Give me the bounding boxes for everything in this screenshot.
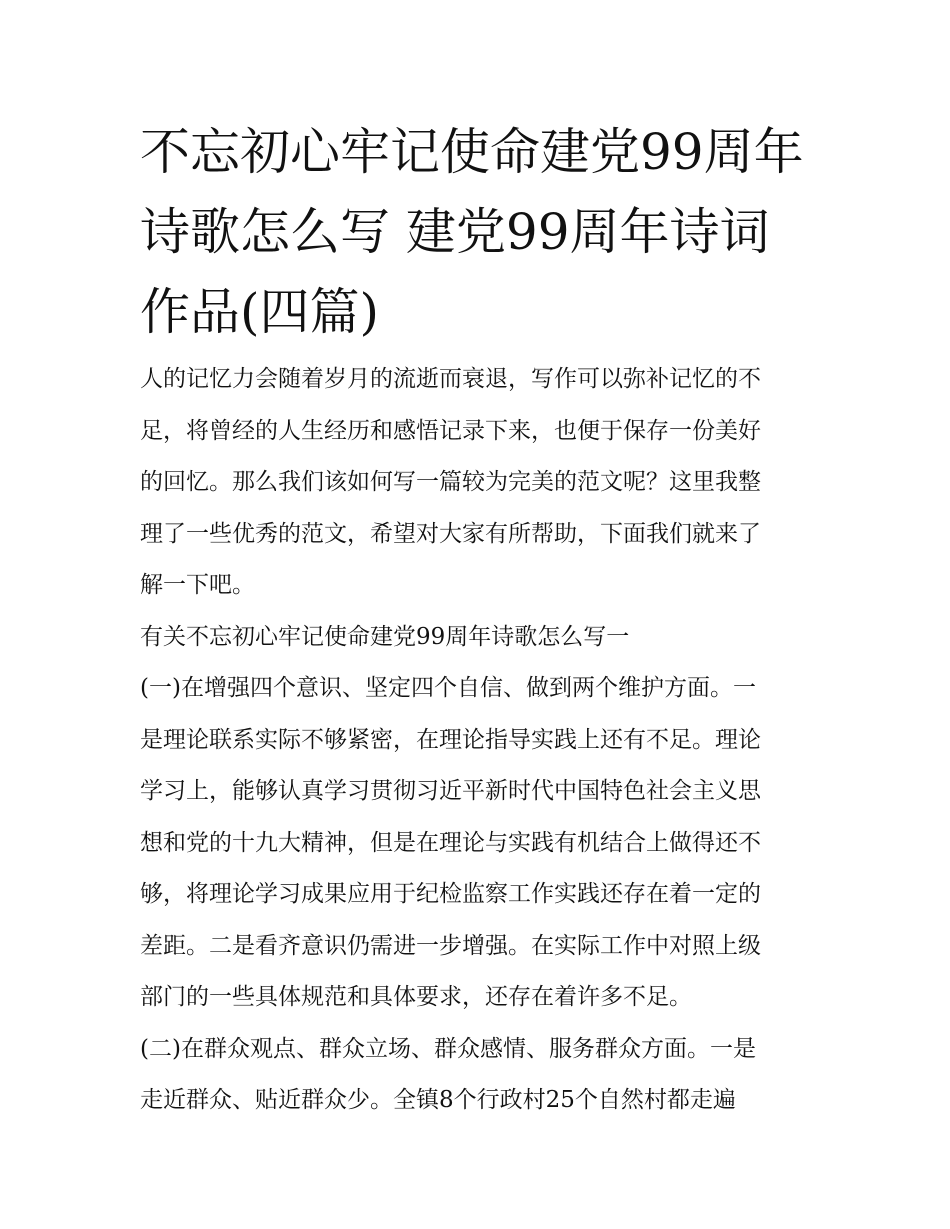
- body-line: 是理论联系实际不够紧密，在理论指导实践上还有不足。理论: [140, 726, 761, 753]
- title-line: 不忘初心牢记使命建党99周年: [140, 123, 804, 181]
- body-line: 理了一些优秀的范文，希望对大家有所帮助，下面我们就来了: [140, 520, 761, 547]
- body-line: 的回忆。那么我们该如何写一篇较为完美的范文呢？这里我整: [140, 469, 761, 495]
- body-line: (二)在群众观点、群众立场、群众感情、服务群众方面。一是: [140, 1035, 756, 1062]
- body-line: 解一下吧。: [140, 572, 255, 598]
- document-body: [140, 354, 820, 1127]
- body-line: 部门的一些具体规范和具体要求，还存在着许多不足。: [140, 984, 692, 1010]
- body-line: (一)在增强四个意识、坚定四个自信、做到两个维护方面。一: [140, 675, 756, 701]
- document-title: [140, 112, 820, 352]
- body-line: 差距。二是看齐意识仍需进一步增强。在实际工作中对照上级: [140, 932, 761, 959]
- section-heading: 有关不忘初心牢记使命建党99周年诗歌怎么写一: [140, 623, 630, 650]
- title-line: 作品(四篇): [140, 283, 380, 341]
- title-line: 诗歌怎么写 建党99周年诗词: [140, 203, 770, 261]
- body-line: 够，将理论学习成果应用于纪检监察工作实践还存在着一定的: [140, 881, 761, 907]
- body-line: 学习上，能够认真学习贯彻习近平新时代中国特色社会主义思: [140, 778, 761, 804]
- body-line: 走近群众、贴近群众少。全镇8个行政村25个自然村都走遍: [140, 1087, 736, 1113]
- body-line: 想和党的十九大精神，但是在理论与实践有机结合上做得还不: [140, 829, 761, 856]
- body-line: 人的记忆力会随着岁月的流逝而衰退，写作可以弥补记忆的不: [140, 366, 761, 392]
- body-line: 足，将曾经的人生经历和感悟记录下来，也便于保存一份美好: [140, 417, 761, 444]
